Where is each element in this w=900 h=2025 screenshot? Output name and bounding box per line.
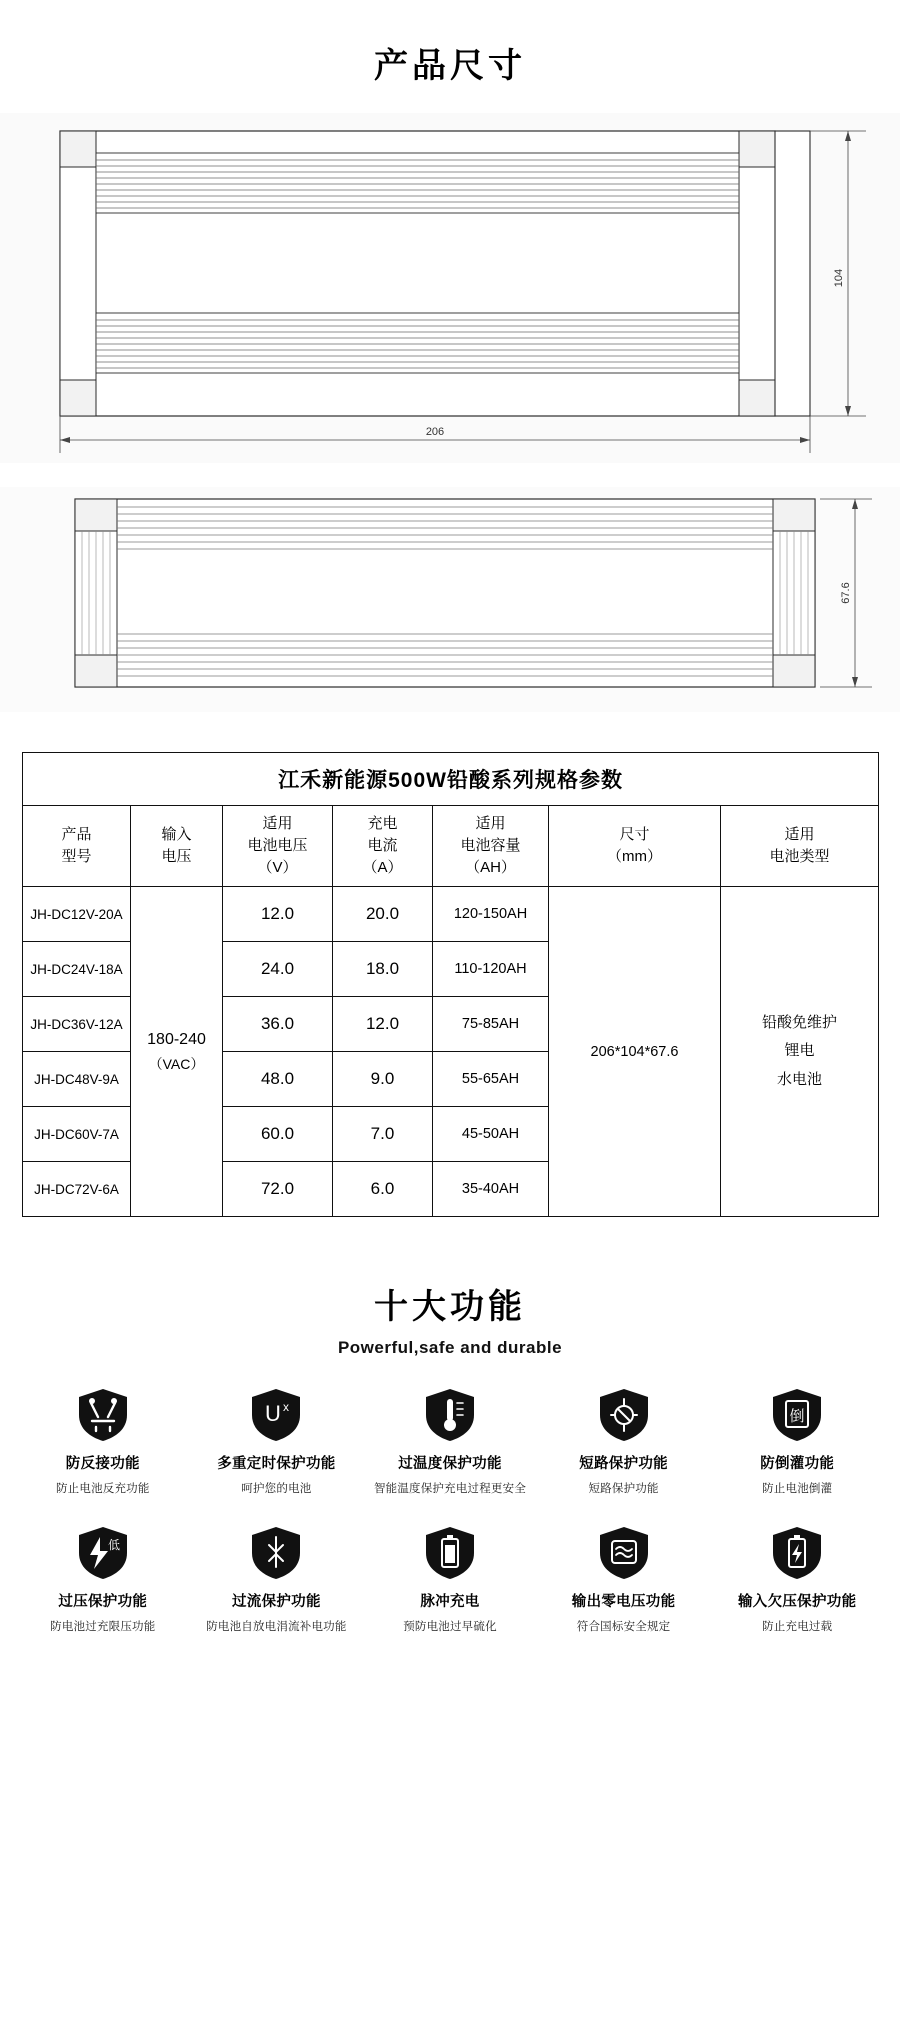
function-name: 过压保护功能 [58, 1594, 148, 1610]
function-name: 脉冲充电 [420, 1594, 480, 1610]
function-desc: 预防电池过早硫化 [403, 1621, 497, 1633]
function-name: 过流保护功能 [231, 1594, 321, 1610]
shield-timer-icon [194, 1386, 360, 1444]
function-desc: 防止电池倒灌 [762, 1483, 833, 1495]
cell-battery-voltage: 48.0 [223, 1052, 333, 1107]
drawing-spacer [0, 463, 900, 487]
cell-model: JH-DC48V-9A [23, 1052, 131, 1107]
function-name: 多重定时保护功能 [217, 1456, 336, 1472]
function-desc: 防电池自放电涓流补电功能 [206, 1621, 347, 1633]
cell-model: JH-DC72V-6A [23, 1162, 131, 1217]
shield-overvoltage-icon [20, 1524, 186, 1582]
svg-text:低: 低 [107, 1538, 120, 1552]
top-view-svg [0, 113, 900, 463]
dimension-drawing-side-view [0, 487, 900, 712]
function-name: 过温度保护功能 [398, 1456, 502, 1472]
cell-charge-current: 18.0 [333, 942, 433, 997]
function-item [710, 1380, 884, 1502]
function-item [363, 1380, 537, 1502]
svg-text:倒: 倒 [789, 1408, 805, 1425]
cell-battery-capacity: 35-40AH [433, 1162, 549, 1217]
cell-battery-voltage: 24.0 [223, 942, 333, 997]
function-name: 防反接功能 [65, 1456, 140, 1472]
functions-title: 十大功能 [374, 1288, 526, 1326]
function-item [16, 1380, 190, 1502]
shield-reverse-connect-icon [20, 1386, 186, 1444]
cell-size: 206*104*67.6 [549, 887, 721, 1217]
cell-battery-voltage: 12.0 [223, 887, 333, 942]
function-name: 输出零电压功能 [571, 1594, 676, 1610]
cell-battery-capacity: 45-50AH [433, 1107, 549, 1162]
dimension-depth-label: 67.6 [840, 582, 852, 604]
functions-grid [0, 1366, 900, 1680]
function-item [190, 1380, 364, 1502]
cell-charge-current: 7.0 [333, 1107, 433, 1162]
shield-undervoltage-icon [714, 1524, 880, 1582]
cell-battery-capacity: 75-85AH [433, 997, 549, 1052]
cell-battery-capacity: 120-150AH [433, 887, 549, 942]
header-input-voltage: 输入 电压 [131, 806, 223, 887]
cell-battery-voltage: 60.0 [223, 1107, 333, 1162]
function-desc: 短路保护功能 [588, 1483, 659, 1495]
svg-text:x: x [283, 1400, 290, 1414]
function-name: 输入欠压保护功能 [737, 1594, 857, 1610]
side-view-svg [0, 487, 900, 712]
page-title: 产品尺寸 [374, 47, 526, 85]
cell-battery-capacity: 110-120AH [433, 942, 549, 997]
battery-type-1: 铅酸免维护 [762, 1013, 838, 1031]
function-item [710, 1518, 884, 1640]
spec-table [22, 752, 879, 1217]
battery-type-2: 锂电 [784, 1042, 815, 1060]
shield-zero-voltage-icon [541, 1524, 707, 1582]
function-item [363, 1518, 537, 1640]
cell-battery-voltage: 72.0 [223, 1162, 333, 1217]
svg-text:U: U [265, 1401, 282, 1426]
functions-subtitle: Powerful,safe and durable [337, 1338, 563, 1357]
cell-battery-voltage: 36.0 [223, 997, 333, 1052]
cell-model: JH-DC60V-7A [23, 1107, 131, 1162]
shield-anti-backflow-icon [714, 1386, 880, 1444]
cell-charge-current: 6.0 [333, 1162, 433, 1217]
cell-battery-capacity: 55-65AH [433, 1052, 549, 1107]
function-desc: 防止电池反充功能 [55, 1483, 150, 1495]
header-battery-type: 适用 电池类型 [721, 806, 879, 887]
header-model: 产品 型号 [23, 806, 131, 887]
table-header-row [23, 806, 879, 887]
shield-thermometer-icon [367, 1386, 533, 1444]
table-title-row [23, 753, 879, 806]
shield-pulse-charge-icon [367, 1524, 533, 1582]
function-desc: 智能温度保护充电过程更安全 [373, 1483, 527, 1495]
cell-charge-current: 12.0 [333, 997, 433, 1052]
cell-charge-current: 20.0 [333, 887, 433, 942]
cell-input-voltage: 180-240 （VAC） [131, 887, 223, 1217]
header-battery-voltage: 适用 电池电压 （V） [223, 806, 333, 887]
dimension-height-label: 104 [833, 268, 845, 288]
function-item [537, 1518, 711, 1640]
function-name: 短路保护功能 [579, 1456, 668, 1472]
header-battery-capacity: 适用 电池容量 （AH） [433, 806, 549, 887]
function-item [190, 1518, 364, 1640]
shield-overcurrent-icon [194, 1524, 360, 1582]
spec-table-title: 江禾新能源500W铅酸系列规格参数 [23, 753, 879, 806]
dimension-width-label: 206 [425, 426, 445, 438]
function-item [16, 1518, 190, 1640]
function-desc: 防电池过充限压功能 [50, 1621, 156, 1633]
spec-table-wrapper [0, 712, 900, 1227]
function-desc: 符合国标安全规定 [576, 1621, 671, 1633]
header-charge-current: 充电 电流 （A） [333, 806, 433, 887]
cell-model: JH-DC24V-18A [23, 942, 131, 997]
table-row [23, 887, 879, 942]
function-item [537, 1380, 711, 1502]
function-desc: 防止充电过载 [762, 1621, 833, 1633]
function-desc: 呵护您的电池 [241, 1483, 312, 1495]
cell-model: JH-DC36V-12A [23, 997, 131, 1052]
shield-short-circuit-icon [541, 1386, 707, 1444]
function-name: 防倒灌功能 [760, 1456, 835, 1472]
dimension-drawing-top-view [0, 113, 900, 463]
cell-battery-type [721, 887, 879, 1217]
cell-charge-current: 9.0 [333, 1052, 433, 1107]
header-size: 尺寸 （mm） [549, 806, 721, 887]
battery-type-3: 水电池 [777, 1070, 823, 1088]
cell-model: JH-DC12V-20A [23, 887, 131, 942]
